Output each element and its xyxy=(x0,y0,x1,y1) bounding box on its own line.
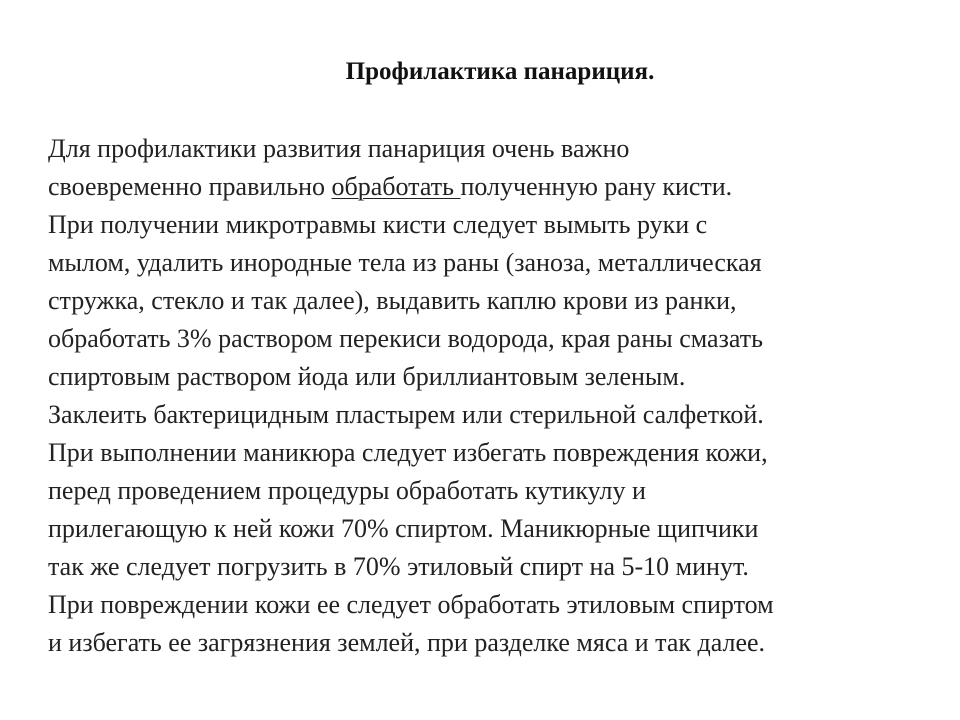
text-line-6: обработать 3% раствором перекиси водорода, края раны смазать xyxy=(48,324,763,353)
text-line-13: При повреждении кожи ее следует обработать этиловым спиртом xyxy=(48,590,774,619)
text-line-5: стружка, стекло и так далее), выдавить каплю крови из ранки, xyxy=(48,286,737,315)
slide-title: Профилактика панариция. xyxy=(345,58,655,85)
text-line-2-start: своевременно правильно xyxy=(48,172,332,201)
underlined-word: обработать xyxy=(331,172,461,201)
body-paragraph xyxy=(48,130,948,662)
text-line-10: перед проведением процедуры обработать кутикулу и xyxy=(48,476,646,505)
text-line-1: Для профилактики развития панариция очень важно xyxy=(48,134,630,163)
text-line-14: и избегать ее загрязнения землей, при разделке мяса и так далее. xyxy=(48,628,766,657)
text-line-8: Заклеить бактерицидным пластырем или стерильной салфеткой. xyxy=(48,400,764,429)
text-line-2 xyxy=(48,168,948,206)
text-line-7: спиртовым раствором йода или бриллиантовым зеленым. xyxy=(48,362,686,391)
text-line-12: так же следует погрузить в 70% этиловый спирт на 5-10 минут. xyxy=(48,552,749,581)
text-line-9: При выполнении маникюра следует избегать повреждения кожи, xyxy=(48,438,768,467)
text-line-4: мылом, удалить инородные тела из раны (заноза, металлическая xyxy=(48,248,762,277)
text-line-3: При получении микротравмы кисти следует вымыть руки с xyxy=(48,210,708,239)
text-line-11: прилегающую к ней кожи 70% спиртом. Маникюрные щипчики xyxy=(48,514,759,543)
text-line-2-end: полученную рану кисти. xyxy=(460,172,733,201)
